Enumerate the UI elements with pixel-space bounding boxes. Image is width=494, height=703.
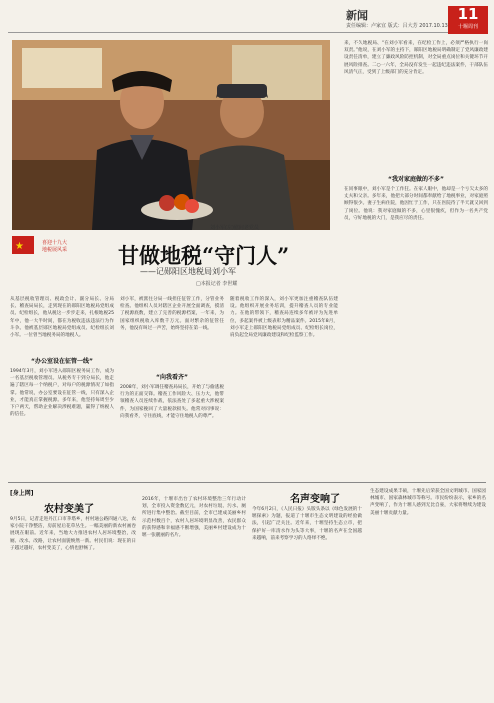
bottom-left-title: 农村变美了 [44, 504, 94, 515]
news-photo [12, 40, 330, 230]
article-subheadline: ——记郧阳区地税局刘小军 [140, 267, 236, 276]
section-divider [8, 482, 486, 483]
photo-illustration [12, 40, 330, 230]
article-col-3: 随着税收工作的深入，刘小军更加注重稽查队伍建设。他组织开展业务培训，提升稽查人员的专业能力。在他的带领下，稽查局连续多年被评为先进单位，多起案件被上级表彰为精品案件。2015年8月，刘小军走上郧阳区地税局党组成员、纪检组长岗位，肩负起全局党风廉政建设和纪检监察工作。 [230, 297, 338, 339]
article-subtitle-3: “我对家庭做的不多” [388, 176, 444, 183]
bottom-far-right-text: 生态建设成果丰硕，十堰先后荣获全国文明城市、国家园林城市、国家森林城市等称号。市民纷纷表示，家乡的名声变响了，作为十堰人感到无比自豪，大家将继续为建设美丽十堰贡献力量。 [370, 489, 486, 516]
article-col-1b: 1994年3月，刘小军进入郧阳区税务局工作，成为一名基层税收管理员。从税务专干到分局长，他走遍了辖区每一个纳税户，对每户的税源情况了如指掌。他常说，办公室要设在征管一线，只有深入企业，才能真正掌握税源。多年来，他坚持每周至少下户两天，帮助企业解决涉税难题，赢得了纳税人的信任。 [10, 369, 114, 418]
page-number: 11 [457, 5, 479, 23]
bottom-right-text: 今年6月2日，《人民日报》头版头条以《绿色发展的十堰探索》为题，报道了十堰市生态文明建设的经验做法，引起广泛关注。近年来，十堰坚持生态立市，把保护好一库清水作为头等大事，十堰的名声在全国越来越响，前来考察学习的人络绎不绝。 [252, 507, 362, 541]
article-col-1: 从基层税收管理员、税政会计、副分局长、分局长、稽查局局长，走到现在的郧阳区地税局党组成员、纪检组长，他从税这一步步走来，扎根地税25年中，他一大半时间，都在为税收违法违法行为作斗争。他被基层郧区地税局党组成员、纪检组长刘小军。一位曾当地税务局的地税人。 [10, 297, 114, 339]
campaign-badge [42, 240, 67, 254]
paper-name: 十堰周刊 [457, 24, 478, 30]
section-title: 新闻 [346, 9, 368, 22]
article-byline: □本报记者 李世耀 [196, 281, 238, 287]
bottom-left-text: 9月5日，记者走进丹江口市茅塔乡，村村通公路四通八达，农家小院干净整洁，房前屋后花草丛生。一幅美丽的新农村画卷展现在眼前。近年来，当地大力推进农村人居环境整治，改厕、改水、改路，让农村面貌焕然一新。村民们说：现在的日子越过越好，农村变美了，心情也舒畅了。 [10, 517, 136, 551]
article-headline: 甘做地税“守门人” [118, 243, 290, 268]
bottom-section-label: [身上网] [10, 490, 34, 497]
article-col-4b: 在同事眼中，刘小军是个工作狂。在家人眼中，他却是一个亏欠太多的丈夫和父亲。多年来，他把大部分时间都奉献给了地税事业，对家庭照顾得很少。妻子生病住院，他因忙于工作，只在医院待了半天就又回到了岗位。他说：我对家庭做的不多，心里很愧疚，但作为一名共产党员，守好地税的大门，是我应尽的责任。 [344, 187, 488, 221]
party-flag-icon [12, 236, 34, 254]
page-number-box [448, 6, 488, 34]
article-col-4: 来，不久地税局、“在刘小军看来，在纪检工作上，必须严格执行一岗双责。”他说，在刘小军的主持下，郧阳区地税局明确制定了党风廉政建设责任清单，建立了廉政风险防控机制，对全局重点岗位和关键环节开展风险排查。二○一六年，全局没有发生一起违纪违法案件，干部队伍风清气正，受到了上级部门的充分肯定。 [344, 41, 488, 75]
bottom-right-title: 名声变响了 [290, 494, 340, 505]
badge-line-1: 喜迎十九大 [42, 240, 68, 246]
badge-line-2: 地税展风采 [42, 247, 68, 253]
bottom-mid-text: 2016年，十堰市出台了农村环境整治三年行动计划，全市投入资金数亿元，对农村垃圾、污水、厕所进行集中整治。截至目前，全市已建成美丽乡村示范村数百个，农村人居环境明显改善，农民群众的获得感和幸福感不断增强，美丽乡村建设成为十堰一张靓丽的名片。 [142, 497, 246, 539]
svg-text:★: ★ [15, 241, 24, 252]
article-col-2b: 2008年，刘小军调任稽查局局长，开始了与偷逃税行为的正面交锋。稽查工作风险大、压力大，他带领稽查人员连续作战，依法查处了多起重大涉税案件，为国家挽回了大量税款损失。他常对同事说：向我看齐，守住底线，才能守住地税人的尊严。 [120, 385, 224, 419]
article-subtitle-2: “向我看齐” [156, 374, 188, 381]
header-rule [8, 32, 486, 33]
editor-line: 责任编辑：卢家宜 版式：吕大芳 2017.10.13 [346, 23, 448, 29]
article-col-2: 刘小军，被派往分局一线担任征管工作，分管业务检查。他组织人员对辖区企业开展全面调查，摸清了税源底数，建立了完善的税源档案，一年来，为国家组织税收入库数千万元。面对繁杂的征管任务，他没有叫过一声苦，始终坚持在第一线。 [120, 297, 224, 331]
article-subtitle-1: “办公室设在征管一线” [31, 358, 93, 365]
photo-caption: 刘小军(左)慰问老党员 [210, 225, 259, 231]
